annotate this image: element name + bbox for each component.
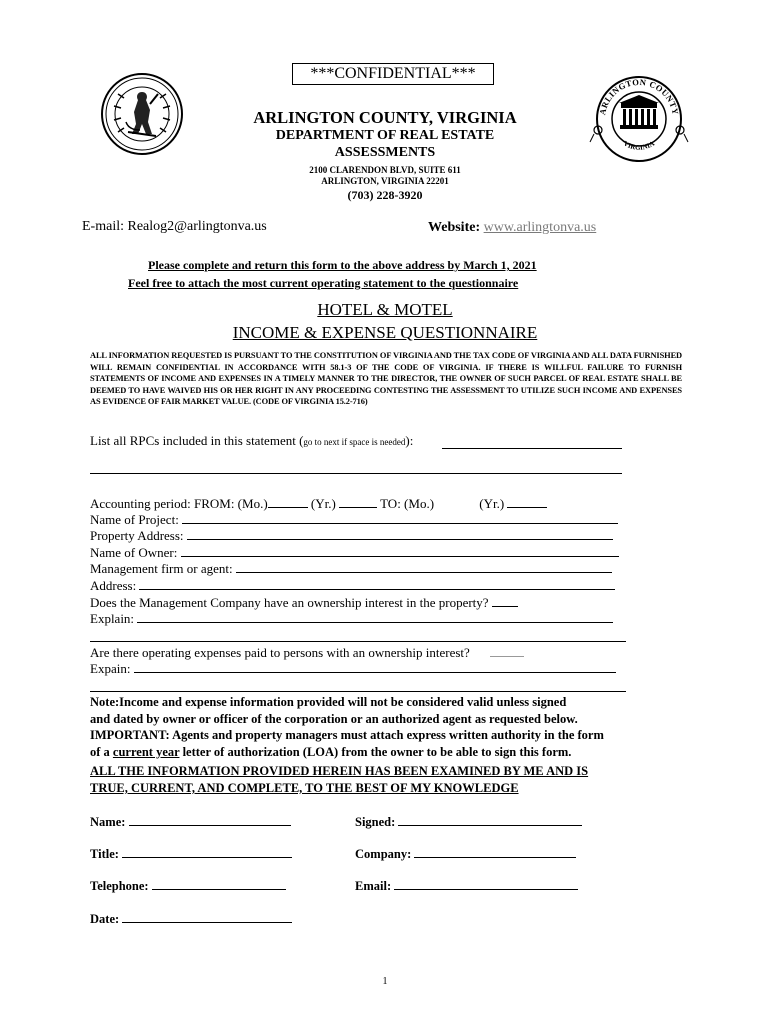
to-year-input[interactable] [507,496,547,508]
name-input[interactable] [129,814,291,826]
property-address-label: Property Address: [90,528,184,543]
ownership-question-label: Does the Management Company have an ownership interest in the property? [90,595,489,610]
instruction-line-1: Please complete and return this form to the above address by March 1, 2021 [148,258,537,272]
owner-name-input[interactable] [181,545,619,557]
expain-row [90,661,616,677]
ownership-answer-input[interactable] [492,595,518,607]
note-block [90,694,604,760]
operating-answer-input[interactable] [490,645,524,657]
accounting-year1-label: (Yr.) [310,496,336,511]
from-year-input[interactable] [339,496,377,508]
rpc-label: List all RPCs included in this statement ( [90,433,304,448]
virginia-state-seal [100,72,184,156]
operating-question-label: Are there operating expenses paid to persons with an ownership interest? [90,645,470,660]
management-firm-row [90,561,612,577]
department-line-2: ASSESSMENTS [334,145,436,160]
form-title-line-2: INCOME & EXPENSE QUESTIONNAIRE [232,323,538,342]
property-address-input[interactable] [187,528,613,540]
attestation-line-1: ALL THE INFORMATION PROVIDED HEREIN HAS BEEN EXAMINED BY ME AND IS [90,764,589,778]
name-label: Name: [90,815,126,829]
title-input[interactable] [122,846,292,858]
address-line-1: 2100 CLARENDON BLVD, SUITE 611 [309,165,461,175]
project-name-row [90,512,618,528]
website-label: Website: [428,220,484,235]
telephone-label: Telephone: [90,879,149,893]
website-link[interactable]: www.arlingtonva.us [483,220,597,235]
email-value: Realog2@arlingtonva.us [127,219,267,234]
email-input[interactable] [394,878,578,890]
legal-disclaimer: ALL INFORMATION REQUESTED IS PURSUANT TO THE CONSTITUTION OF VIRGINIA AND THE TAX CODE OF VIRGINIA AND ALL DATA FURNISHED WILL REMAIN CONFIDENTIAL IN ACCORDANCE WITH 58.1-3 OF THE CODE OF VIRGINIA. IF THERE IS WILLFUL FAILURE TO FURNISH STATEMENTS OF INCOME AND EXPENSES IN A TIMELY MANNER TO THE DIRECTOR, THE OWNER OF SUCH PARCEL OF REAL ESTATE SHALL BE DEEMED TO HAVE WAIVED HIS OR HER RIGHT IN ANY PROCEEDING CONTESTING THE ASSESSMENT TO UTILIZE SUCH INCOME AND EXPENSES AS EVIDENCE OF FAIR MARKET VALUE. (CODE OF VIRGINIA 15.2-716) [90,351,682,407]
email-sig-label: Email: [355,879,392,893]
seal-top-text: ARLINGTON COUNTY [597,76,681,116]
note-line-2: and dated by owner or officer of the corporation or an authorized agent as requested below. [90,711,578,726]
signed-label: Signed: [355,815,396,829]
signed-row [355,814,582,830]
accounting-period-row [90,496,547,512]
rpc-note: go to next if space is needed [303,437,406,447]
date-label: Date: [90,912,120,926]
company-input[interactable] [414,846,576,858]
address-label: Address: [90,578,137,593]
email-label: E-mail: [82,219,128,234]
address-line-2: ARLINGTON, VIRGINIA 22201 [321,176,449,186]
project-name-label: Name of Project: [90,512,179,527]
date-input[interactable] [122,911,292,923]
explain-input-line-2[interactable] [90,641,626,642]
note-current-year: current year [112,744,180,759]
attestation-line-2: TRUE, CURRENT, AND COMPLETE, TO THE BEST OF MY KNOWLEDGE [90,781,519,795]
instruction-line-2: Feel free to attach the most current operating statement to the questionnaire [128,276,519,290]
explain-input[interactable] [137,611,613,623]
telephone-input[interactable] [152,878,286,890]
explain-row [90,611,613,627]
phone-number: (703) 228-3920 [347,188,423,202]
ownership-question-row [90,595,518,611]
title-row [90,846,292,862]
management-firm-input[interactable] [236,561,612,573]
seal-bottom-text: VIRGINIA [622,139,656,152]
owner-name-row [90,545,619,561]
management-firm-label: Management firm or agent: [90,561,233,576]
accounting-year2-label: (Yr.) [479,496,505,511]
project-name-input[interactable] [182,512,618,524]
to-month-input [434,497,476,508]
rpc-end: ): [405,433,414,448]
note-line-4c: letter of authorization (LOA) from the owner to be able to sign this form. [179,744,572,759]
address-row [90,578,615,594]
accounting-from-label: Accounting period: FROM: (Mo.) [90,496,268,511]
rpc-instruction [90,433,413,449]
operating-question-row [90,645,524,661]
note-line-1: Note:Income and expense information provided will not be considered valid unless signed [90,695,567,709]
department-line-1: DEPARTMENT OF REAL ESTATE [275,128,495,143]
property-address-row [90,528,613,544]
company-label: Company: [355,847,412,861]
signed-input[interactable] [398,814,582,826]
rpc-input-line-2[interactable] [90,473,622,474]
accounting-to-label: TO: (Mo.) [380,496,435,511]
rpc-input-line-1[interactable] [442,448,622,449]
company-row [355,846,576,862]
website-line [428,220,596,236]
expain-label: Expain: [90,661,131,676]
county-title: ARLINGTON COUNTY, VIRGINIA [253,108,517,127]
from-month-input[interactable] [268,496,308,508]
name-row [90,814,291,830]
address-input[interactable] [139,578,615,590]
note-line-3: IMPORTANT: Agents and property managers must attach express written authority in the form [90,728,604,742]
owner-name-label: Name of Owner: [90,545,178,560]
title-label: Title: [90,847,119,861]
explain-label: Explain: [90,611,135,626]
note-line-4a: of a [90,744,113,759]
arlington-county-seal [588,68,690,170]
date-row [90,911,292,927]
email-line [82,219,267,235]
expain-input[interactable] [134,661,616,673]
svg-text:VIRGINIA [622,139,656,151]
confidential-label: ***CONFIDENTIAL*** [292,63,494,85]
telephone-row [90,878,286,894]
page-number: 1 [382,976,388,987]
form-title-line-1: HOTEL & MOTEL [317,300,453,319]
email-row [355,878,578,894]
expain-input-line-2[interactable] [90,691,626,692]
note-line-4 [90,744,604,761]
